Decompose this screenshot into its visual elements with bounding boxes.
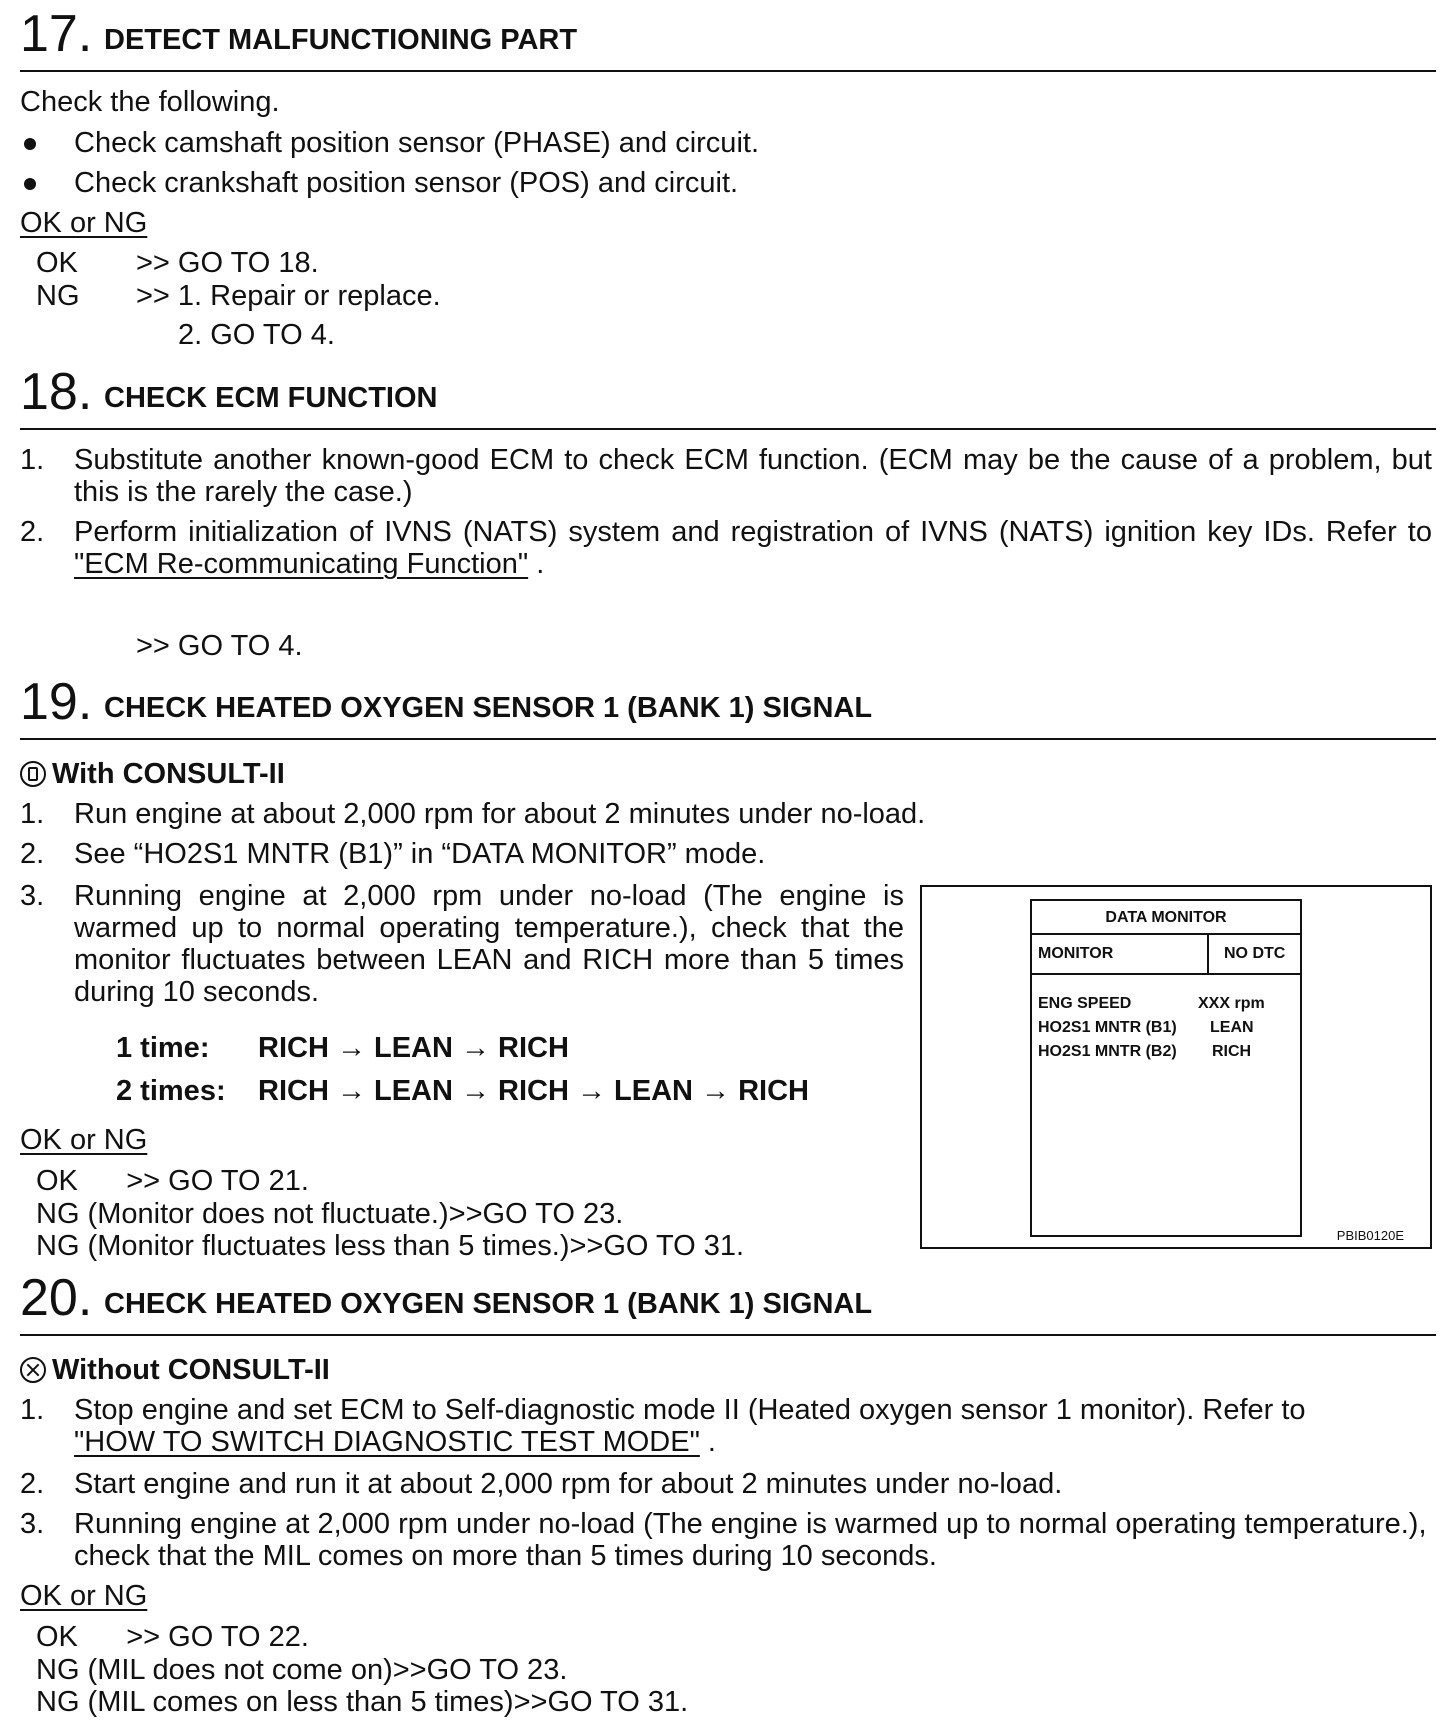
list-number: 2.: [20, 838, 45, 870]
ok-result: OK >> GO TO 21.: [36, 1165, 309, 1197]
screen-column-dtc: NO DTC: [1224, 945, 1286, 962]
monitor-item-name: HO2S1 MNTR (B2): [1038, 1043, 1177, 1060]
list-item: Running engine at 2,000 rpm under no-load (The engine is warmed up to normal operating temperature.), check that the monitor fluctuates between LEAN and RICH more than 5 times during 10 seconds.: [74, 880, 904, 1008]
consult-screen: [1030, 899, 1302, 1237]
section-divider: [20, 1334, 1436, 1336]
list-item: Start engine and run it at about 2,000 rpm for about 2 minutes under no-load.: [74, 1468, 1063, 1500]
ng-action: >> 1. Repair or replace.: [136, 280, 441, 312]
section-divider: [20, 428, 1436, 430]
ng-action-step-2: 2. GO TO 4.: [178, 319, 335, 351]
fluctuation-label: 2 times:: [116, 1075, 226, 1107]
ng-result: NG (MIL does not come on)>>GO TO 23.: [36, 1654, 568, 1686]
list-number: 3.: [20, 1508, 45, 1540]
step-title: CHECK HEATED OXYGEN SENSOR 1 (BANK 1) SIGNAL: [104, 1288, 873, 1320]
bullet-item: Check camshaft position sensor (PHASE) and circuit.: [74, 127, 759, 159]
fluctuation-sequence: RICH → LEAN → RICH: [258, 1032, 569, 1064]
list-item: See “HO2S1 MNTR (B1)” in “DATA MONITOR” mode.: [74, 838, 766, 870]
mode-heading: With CONSULT-II: [20, 758, 285, 790]
monitor-item-value: XXX rpm: [1198, 995, 1265, 1012]
data-monitor-figure: [920, 885, 1432, 1249]
section-divider: [20, 738, 1436, 740]
monitor-item-value: RICH: [1212, 1043, 1252, 1060]
ng-label: NG: [36, 280, 80, 312]
list-item: Run engine at about 2,000 rpm for about 2 minutes under no-load.: [74, 798, 926, 830]
step-title: CHECK ECM FUNCTION: [104, 382, 438, 414]
step-number: 17.: [20, 5, 93, 63]
intro-text: Check the following.: [20, 86, 280, 118]
ok-ng-heading: OK or NG: [20, 1124, 148, 1156]
step-number: 19.: [20, 673, 93, 731]
fluctuation-label: 1 time:: [116, 1032, 210, 1064]
bullet-icon: [24, 138, 36, 150]
list-item: Perform initialization of IVNS (NATS) system and registration of IVNS (NATS) ignition key IDs. Refer to "ECM Re-communicating Function" .: [74, 516, 1432, 580]
ok-action: >> GO TO 18.: [136, 247, 319, 279]
ok-ng-heading: OK or NG: [20, 1580, 148, 1612]
mode-heading: Without CONSULT-II: [20, 1354, 330, 1386]
section-divider: [20, 70, 1436, 72]
list-number: 1.: [20, 798, 45, 830]
fluctuation-sequence: RICH → LEAN → RICH → LEAN → RICH: [258, 1075, 809, 1107]
ok-label: OK: [36, 247, 78, 279]
consult-ii-icon: [20, 761, 46, 787]
monitor-item-value: LEAN: [1210, 1019, 1254, 1036]
list-number: 3.: [20, 880, 45, 912]
ecm-recommunicating-link[interactable]: "ECM Re-communicating Function": [74, 548, 529, 580]
list-item: Stop engine and set ECM to Self-diagnostic mode II (Heated oxygen sensor 1 monitor). Refer to "HOW TO SWITCH DIAGNOSTIC TEST MODE" .: [74, 1394, 1306, 1458]
ng-result: NG (Monitor does not fluctuate.)>>GO TO 23.: [36, 1198, 624, 1230]
list-number: 1.: [20, 444, 45, 476]
monitor-item-name: HO2S1 MNTR (B1): [1038, 1019, 1177, 1036]
screen-divider: [1032, 933, 1300, 935]
bullet-icon: [24, 178, 36, 190]
ok-result: OK >> GO TO 22.: [36, 1621, 309, 1653]
list-number: 1.: [20, 1394, 45, 1426]
diagnostic-mode-link[interactable]: "HOW TO SWITCH DIAGNOSTIC TEST MODE": [74, 1426, 700, 1458]
screen-divider: [1032, 973, 1300, 975]
no-consult-icon: [20, 1357, 46, 1383]
list-item: Running engine at 2,000 rpm under no-load (The engine is warmed up to normal operating temperature.), check that the MIL comes on more than 5 times during 10 seconds.: [74, 1508, 1427, 1572]
figure-code: PBIB0120E: [1336, 1228, 1404, 1243]
list-number: 2.: [20, 516, 45, 548]
monitor-item-name: ENG SPEED: [1038, 995, 1132, 1012]
step-title: DETECT MALFUNCTIONING PART: [104, 24, 578, 56]
list-item: Substitute another known-good ECM to check ECM function. (ECM may be the cause of a problem, but this is the rarely the case.): [74, 444, 1432, 508]
list-number: 2.: [20, 1468, 45, 1500]
step-number: 18.: [20, 363, 93, 421]
ok-ng-heading: OK or NG: [20, 207, 148, 239]
screen-column-monitor: MONITOR: [1038, 945, 1114, 962]
bullet-item: Check crankshaft position sensor (POS) and circuit.: [74, 167, 739, 199]
ng-result: NG (Monitor fluctuates less than 5 times.)>>GO TO 31.: [36, 1230, 745, 1262]
ng-result: NG (MIL comes on less than 5 times)>>GO TO 31.: [36, 1686, 689, 1718]
screen-divider: [1207, 933, 1209, 973]
step-number: 20.: [20, 1269, 93, 1327]
goto-action: >> GO TO 4.: [136, 630, 303, 662]
step-title: CHECK HEATED OXYGEN SENSOR 1 (BANK 1) SIGNAL: [104, 692, 873, 724]
screen-title: DATA MONITOR: [1105, 909, 1227, 926]
